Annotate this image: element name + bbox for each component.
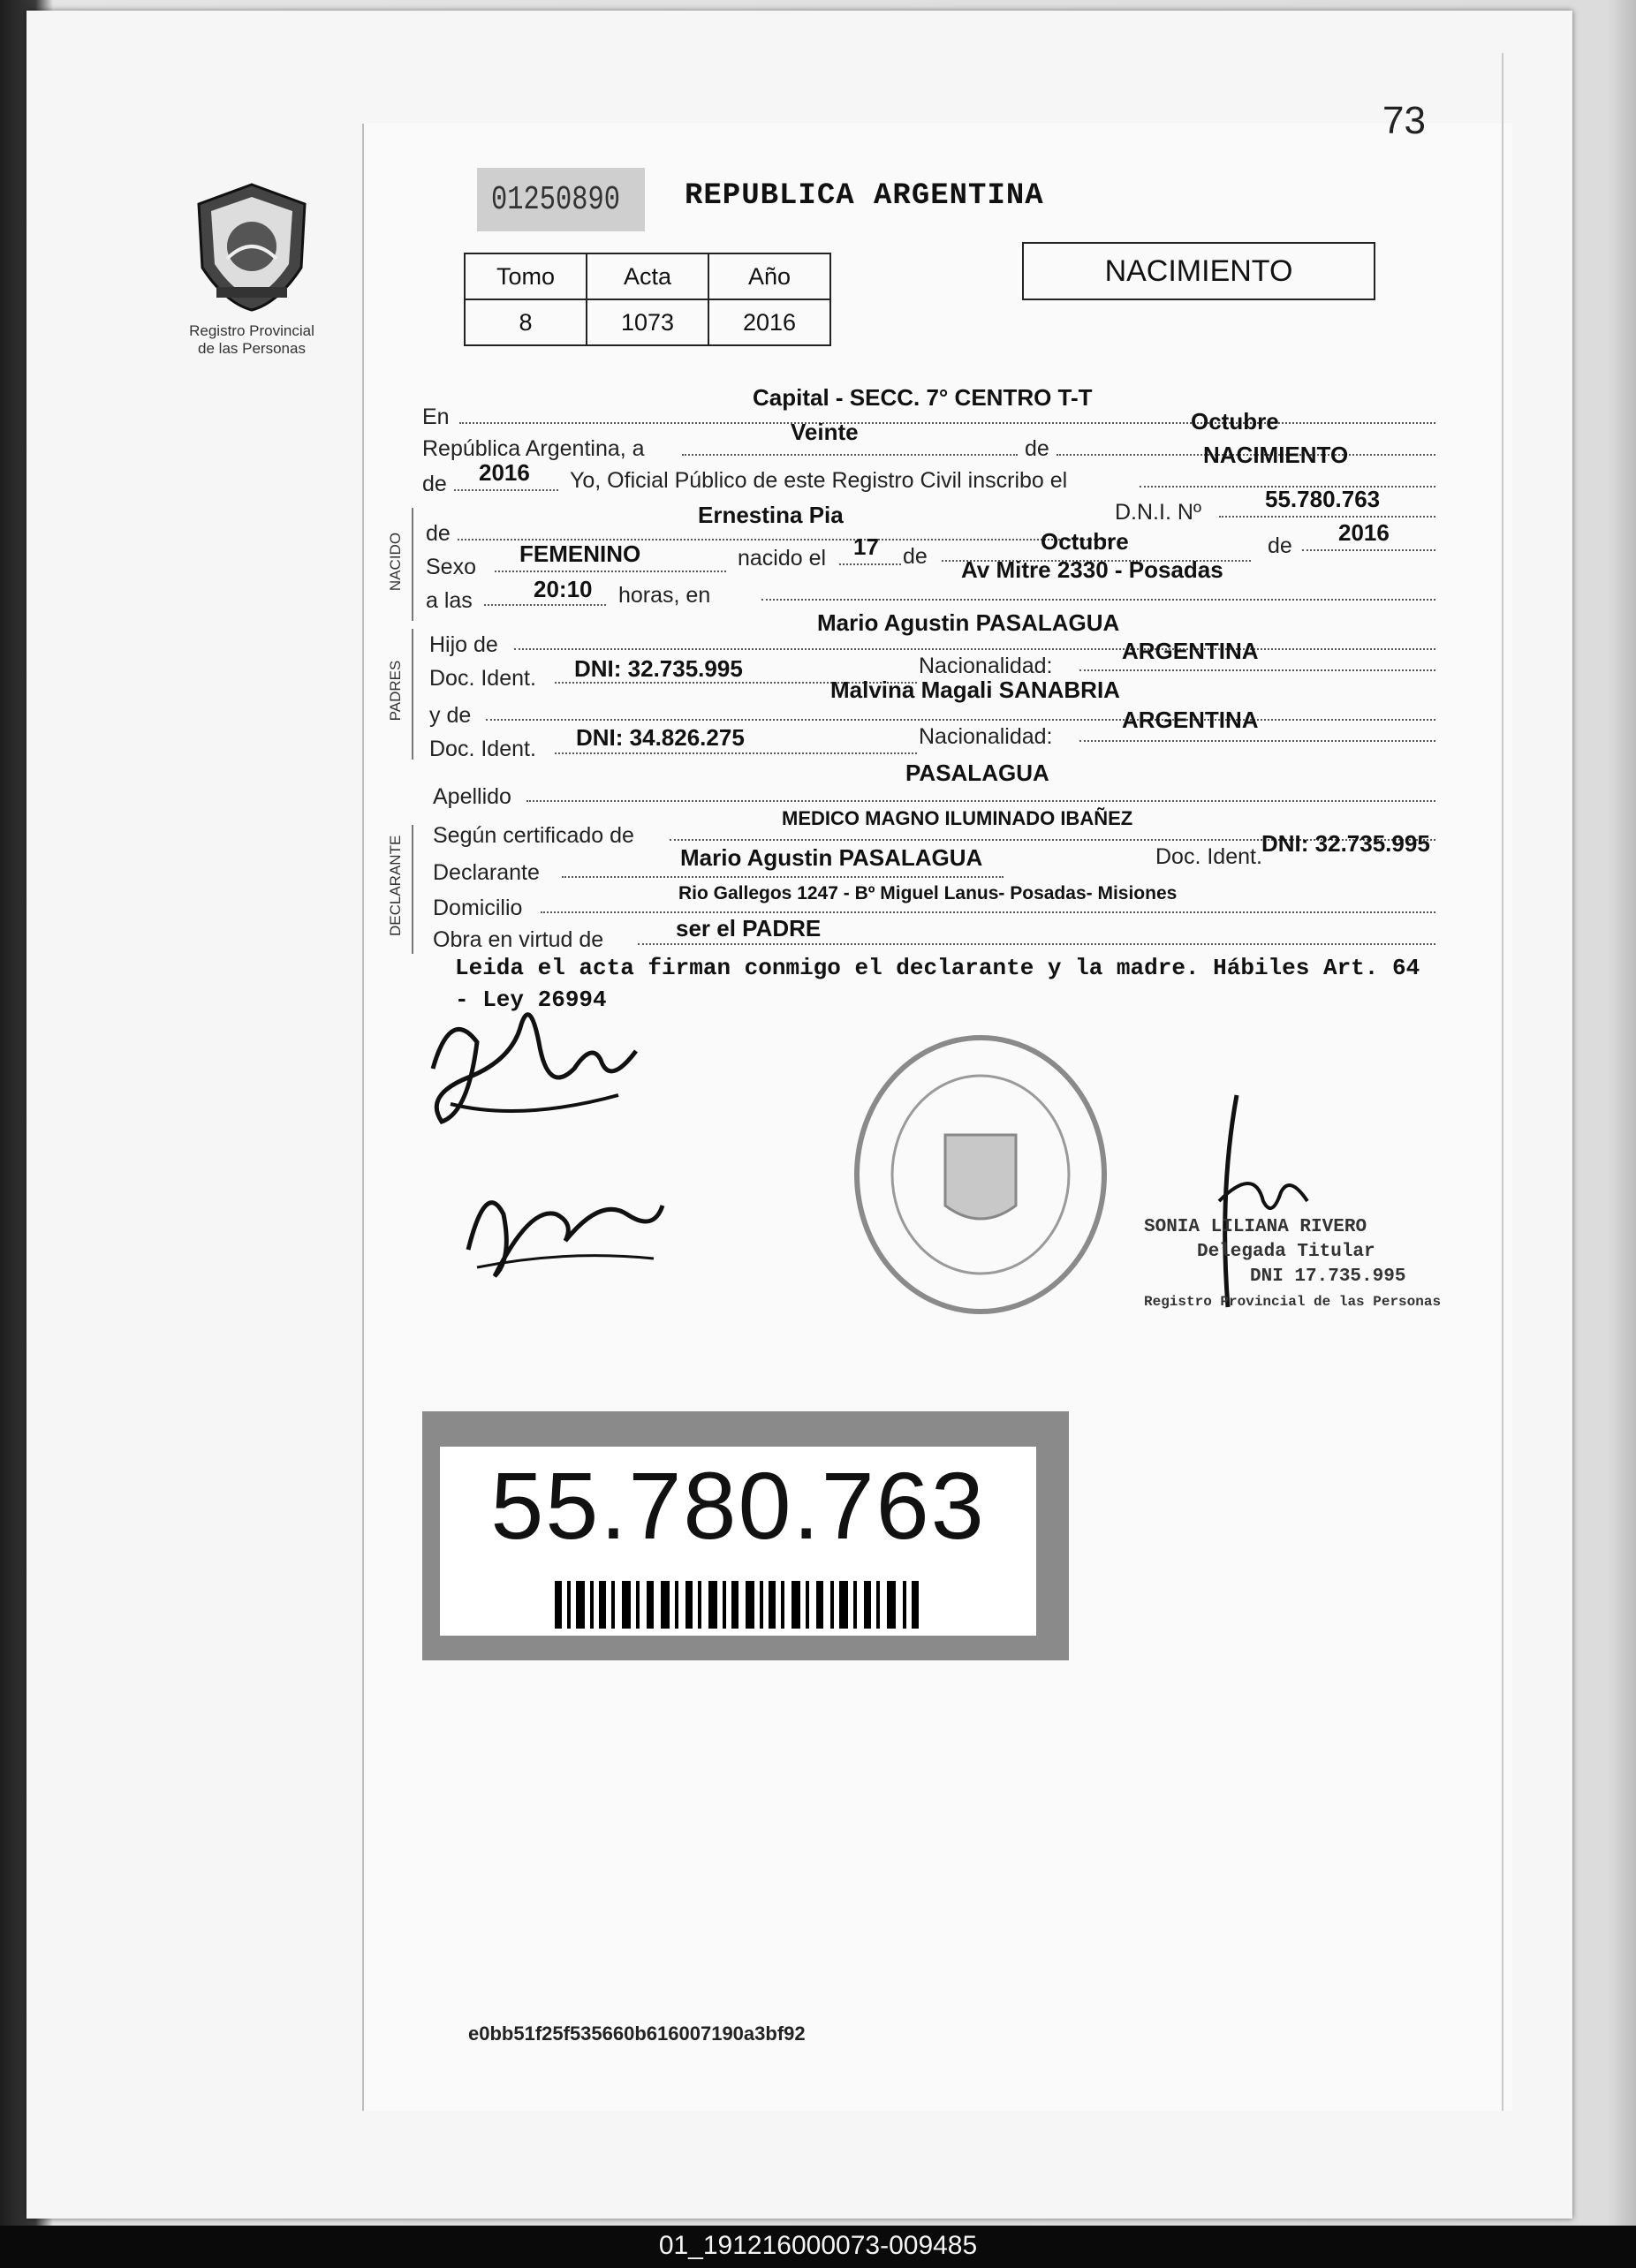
dotted-line [526, 800, 1435, 802]
serial-number: 01250890 [491, 181, 620, 219]
dotted-line [484, 604, 606, 606]
id-number: 55.780.763 [490, 1452, 986, 1559]
dotted-line [562, 876, 1004, 878]
value-birth-year: 2016 [1338, 519, 1390, 546]
dotted-line [495, 571, 726, 572]
dotted-line [486, 719, 1435, 721]
label-de-year2: de [1268, 533, 1292, 558]
ano-header: Año [708, 253, 830, 299]
ano-value: 2016 [708, 299, 830, 345]
label-a-las: a las [426, 588, 473, 613]
label-apellido: Apellido [433, 784, 511, 809]
value-birth-day: 17 [853, 533, 879, 560]
closing-statement: Leida el acta firman conmigo el declarante y la madre. Hábiles Art. 64 - Ley 26994 [455, 955, 1420, 1013]
section-divider [412, 508, 413, 621]
dotted-line [839, 563, 901, 565]
registry-line-2: de las Personas [198, 340, 306, 357]
record-type-box [1022, 242, 1375, 300]
officer-name: SONIA LILIANA RIVERO [1144, 1217, 1367, 1237]
value-year: 2016 [479, 459, 530, 486]
value-apellido: PASALAGUA [905, 760, 1049, 786]
label-yo: Yo, Oficial Público de este Registro Civil inscribo el [570, 468, 1068, 493]
value-domicilio: Rio Gallegos 1247 - Bº Miguel Lanus- Posadas- Misiones [678, 883, 1178, 903]
table-value-row [465, 299, 830, 345]
value-name: Ernestina Pia [698, 502, 844, 528]
value-declarante-doc: DNI: 32.735.995 [1261, 830, 1430, 857]
id-label [422, 1411, 1069, 1660]
label-hijo-de: Hijo de [429, 632, 498, 657]
dotted-line [761, 599, 1435, 601]
dotted-line [1079, 740, 1435, 742]
dotted-line [638, 943, 1435, 945]
value-place: Capital - SECC. 7° CENTRO T-T [753, 384, 1093, 411]
value-mother-doc: DNI: 34.826.275 [576, 724, 745, 751]
dotted-line [541, 911, 1435, 913]
tomo-header: Tomo [465, 253, 587, 299]
acta-header: Acta [587, 253, 708, 299]
value-month: Octubre [1191, 408, 1279, 435]
value-father: Mario Agustin PASALAGUA [817, 609, 1120, 636]
label-dni: D.N.I. Nº [1115, 500, 1202, 525]
label-de-month: de [1025, 436, 1049, 461]
value-sexo: FEMENINO [519, 541, 641, 567]
officer-title: Delegada Titular [1197, 1242, 1375, 1262]
registry-line-1: Registro Provincial [189, 322, 314, 339]
dotted-line [514, 648, 1435, 650]
label-de-day: de [903, 544, 928, 569]
dotted-line [682, 454, 1018, 456]
label-horas-en: horas, en [618, 583, 711, 608]
label-doc-ident-mother: Doc. Ident. [429, 737, 536, 761]
barcode-icon [555, 1581, 926, 1629]
value-birth-place: Av Mitre 2330 - Posadas [961, 556, 1223, 583]
dotted-line [555, 752, 917, 754]
section-declarante: DECLARANTE [387, 835, 404, 936]
dotted-line [1079, 669, 1435, 671]
document-title: REPUBLICA ARGENTINA [685, 179, 1044, 213]
label-obra: Obra en virtud de [433, 927, 604, 952]
label-republica: República Argentina, a [422, 436, 645, 461]
value-act: NACIMIENTO [1203, 442, 1349, 468]
label-de-year: de [422, 472, 447, 496]
value-certificado: MEDICO MAGNO ILUMINADO IBAÑEZ [782, 807, 1133, 829]
label-nacionalidad-father: Nacionalidad: [919, 654, 1053, 678]
value-day-text: Veinte [791, 419, 859, 445]
value-birth-time: 20:10 [534, 576, 593, 602]
section-divider [412, 629, 413, 760]
officer-block [1144, 1215, 1441, 1314]
provincial-seal-icon [190, 181, 314, 314]
record-type: NACIMIENTO [1104, 254, 1293, 288]
label-nacionalidad-mother: Nacionalidad: [919, 724, 1053, 749]
declarant-signature-icon [415, 989, 654, 1139]
label-segun: Según certificado de [433, 823, 634, 848]
label-doc-ident-declarante: Doc. Ident. [1155, 844, 1262, 869]
acta-value: 1073 [587, 299, 708, 345]
value-dni: 55.780.763 [1265, 486, 1381, 512]
table-header-row [465, 253, 830, 299]
section-padres: PADRES [387, 660, 404, 722]
value-father-nat: ARGENTINA [1122, 638, 1259, 664]
value-obra: ser el PADRE [676, 915, 822, 941]
document-hash: e0bb51f25f535660b616007190a3bf92 [468, 2022, 806, 2045]
value-declarante: Mario Agustin PASALAGUA [680, 844, 983, 871]
section-divider [412, 825, 413, 954]
dotted-line [1302, 549, 1435, 551]
id-label-card [440, 1447, 1036, 1636]
value-mother: Malvina Magali SANABRIA [830, 677, 1120, 703]
file-name: 01_191216000073-009485 [658, 2231, 978, 2260]
page-number: 73 [1382, 99, 1426, 142]
official-stamp-icon [848, 1029, 1113, 1320]
label-sexo: Sexo [426, 555, 476, 579]
right-margin-line [1502, 53, 1503, 2111]
mother-signature-icon [451, 1153, 680, 1294]
value-mother-nat: ARGENTINA [1122, 707, 1259, 733]
registry-name [159, 322, 345, 358]
section-nacido: NACIDO [387, 532, 404, 592]
tomo-value: 8 [465, 299, 587, 345]
label-y-de: y de [429, 703, 472, 728]
label-doc-ident-father: Doc. Ident. [429, 666, 536, 691]
label-nacido-el: nacido el [738, 546, 827, 571]
label-en: En [422, 404, 450, 429]
tomo-acta-ano-table [464, 253, 831, 346]
label-de-name: de [426, 521, 451, 546]
label-declarante: Declarante [433, 860, 540, 885]
officer-doc: DNI 17.735.995 [1250, 1266, 1406, 1287]
label-domicilio: Domicilio [433, 896, 523, 920]
dotted-line [454, 489, 558, 491]
officer-org: Registro Provincial de las Personas [1144, 1294, 1442, 1310]
dotted-line [1219, 516, 1435, 518]
value-father-doc: DNI: 32.735.995 [574, 655, 743, 682]
dotted-line [459, 422, 1435, 424]
value-birth-month: Octubre [1041, 528, 1129, 555]
